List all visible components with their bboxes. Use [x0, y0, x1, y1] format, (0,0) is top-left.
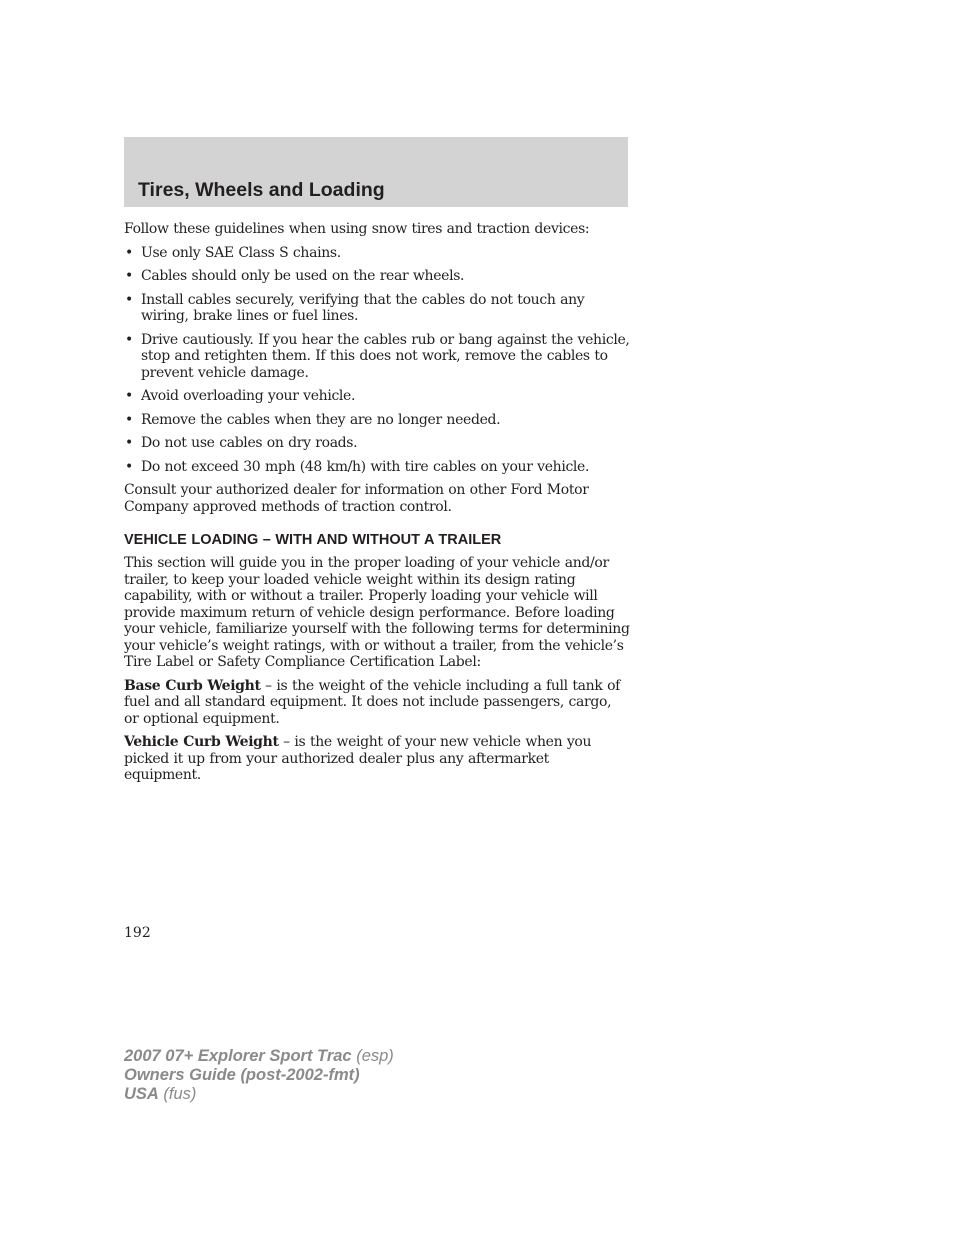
bullet-icon: •	[125, 388, 133, 404]
definition-text: – is the weight of the vehicle including a full tank of fuel and all standard equipment. It does not include passengers, cargo, or optional equipment.	[124, 677, 620, 727]
footer-model-code: (esp)	[351, 1047, 394, 1065]
definition-term: Base Curb Weight	[124, 677, 261, 694]
bullet-icon: •	[125, 458, 133, 475]
footer-line	[124, 1085, 394, 1104]
bullet-icon: •	[125, 435, 133, 451]
footer-market: USA	[124, 1085, 159, 1103]
list-item	[124, 459, 630, 476]
list-item	[124, 332, 630, 382]
bullet-icon: •	[125, 268, 133, 284]
bullet-icon: •	[125, 244, 133, 261]
page-title: Tires, Wheels and Loading	[138, 179, 385, 201]
footer-line	[124, 1066, 394, 1085]
list-item	[124, 292, 630, 325]
bullet-icon: •	[125, 411, 133, 428]
list-item-text: Do not use cables on dry roads.	[141, 435, 358, 451]
page-number: 192	[124, 925, 151, 941]
footer-model: 2007 07+ Explorer Sport Trac	[124, 1047, 352, 1065]
list-item	[124, 388, 630, 405]
intro-paragraph: Follow these guidelines when using snow tires and traction devices:	[124, 221, 590, 237]
page-content	[124, 221, 630, 791]
list-item-text: Cables should only be used on the rear wheels.	[141, 268, 465, 284]
definition-base-curb-weight	[124, 678, 630, 728]
list-item-text: Remove the cables when they are no longer needed.	[141, 411, 501, 428]
consult-paragraph: Consult your authorized dealer for information on other Ford Motor Company approved methods of traction control.	[124, 482, 589, 515]
definition-text: – is the weight of your new vehicle when you picked it up from your authorized dealer plus any aftermarket equipment.	[124, 734, 592, 783]
bullet-icon: •	[125, 291, 133, 308]
document-footer	[124, 1047, 394, 1104]
footer-market-code: (fus)	[158, 1085, 197, 1103]
definition-term: Vehicle Curb Weight	[124, 734, 279, 750]
list-item-text: Avoid overloading your vehicle.	[141, 388, 356, 404]
footer-line	[124, 1047, 394, 1066]
definition-vehicle-curb-weight	[124, 734, 630, 784]
bullet-icon: •	[125, 331, 133, 348]
footer-guide: Owners Guide (post-2002-fmt)	[124, 1066, 360, 1084]
guidelines-list	[124, 245, 630, 476]
section-header-band	[124, 137, 628, 207]
list-item	[124, 245, 630, 262]
list-item	[124, 435, 630, 452]
list-item-text: Drive cautiously. If you hear the cables rub or bang against the vehicle, stop and retighten them. If this does not work, remove the cables to prevent vehicle damage.	[141, 331, 630, 381]
list-item	[124, 412, 630, 429]
list-item-text: Install cables securely, verifying that the cables do not touch any wiring, brake lines or fuel lines.	[141, 291, 585, 324]
section-intro-paragraph: This section will guide you in the proper loading of your vehicle and/or trailer, to keep your loaded vehicle weight within its design rating capability, with or without a trailer. Properly loading your vehicle will provide maximum return of vehicle design performance. Before loading your vehicle, familiarize yourself with the following terms for determining your vehicle’s weight ratings, with or without a trailer, from the vehicle’s Tire Label or Safety Compliance Certification Label:	[124, 555, 630, 670]
list-item	[124, 268, 630, 285]
list-item-text: Use only SAE Class S chains.	[141, 244, 341, 261]
section-heading: VEHICLE LOADING – WITH AND WITHOUT A TRAILER	[124, 532, 502, 548]
list-item-text: Do not exceed 30 mph (48 km/h) with tire cables on your vehicle.	[141, 458, 590, 475]
